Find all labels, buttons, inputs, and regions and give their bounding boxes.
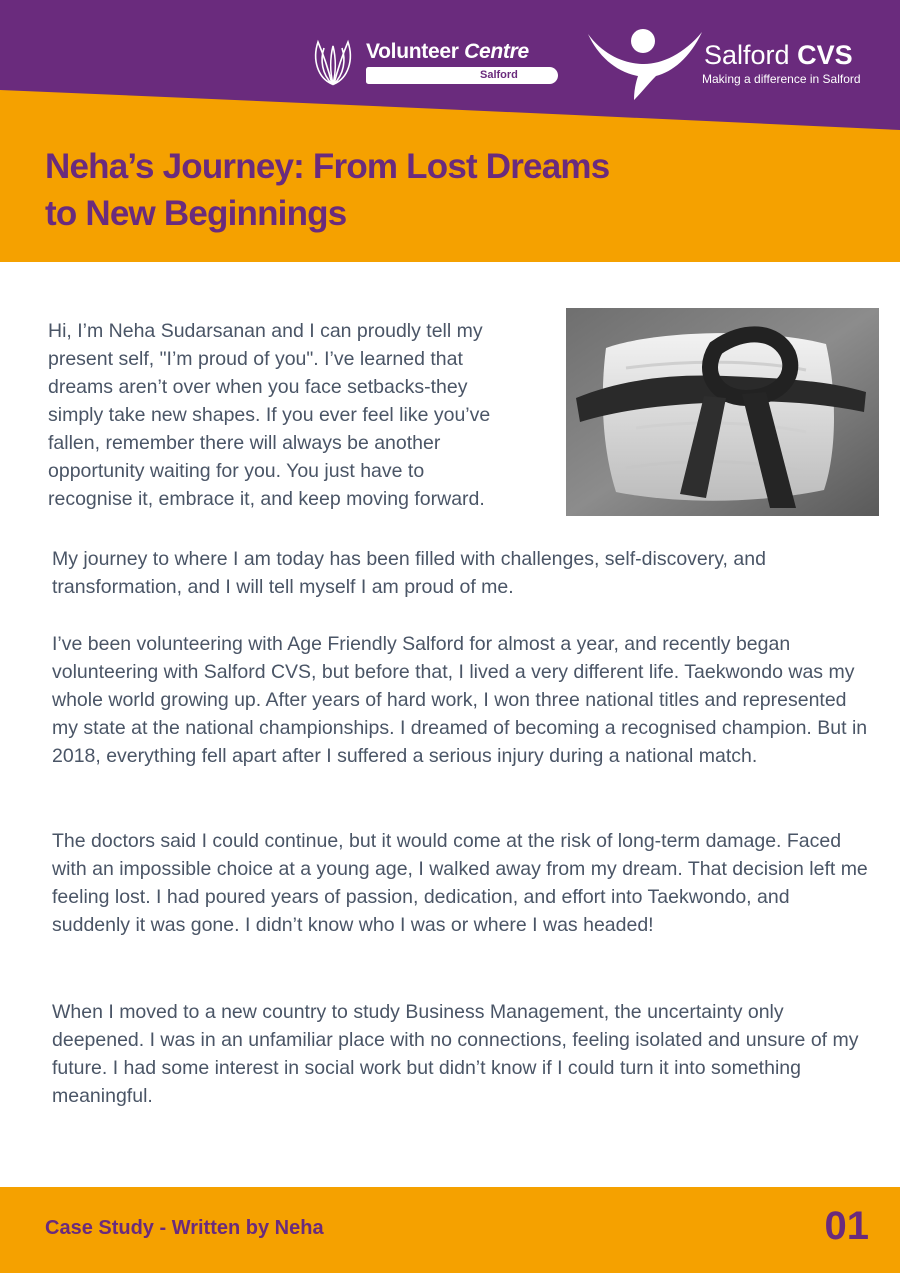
page-number: 01 xyxy=(824,1204,869,1248)
intro-line: fallen, remember there will always be another xyxy=(48,432,441,454)
intro-line: dreams aren’t over when you face setbacks-they xyxy=(48,376,468,398)
page-title-line-2: to New Beginnings xyxy=(45,194,347,233)
volunteer-centre-subtitle: Salford xyxy=(480,69,518,81)
taekwondo-black-belt-photo xyxy=(566,308,879,516)
intro-line: recognise it, embrace it, and keep moving forward. xyxy=(48,488,485,510)
volunteer-centre-pill xyxy=(366,67,558,84)
person-figure-icon xyxy=(586,28,704,102)
intro-line: simply take new shapes. If you ever feel like you’ve xyxy=(48,404,491,426)
intro-line: present self, "I’m proud of you". I’ve learned that xyxy=(48,348,463,370)
body-paragraph: When I moved to a new country to study Business Management, the uncertainty only deepened. I was in an unfamiliar place with no connections, feeling isolated and unsure of my future. I had some interest in social work but didn’t know if I could turn it into something meaningful. xyxy=(52,1001,859,1107)
volunteer-centre-wordmark: Volunteer Centre xyxy=(366,40,529,63)
footer-bar xyxy=(0,1187,900,1273)
intro-line: opportunity waiting for you. You just have to xyxy=(48,460,425,482)
intro-line: Hi, I’m Neha Sudarsanan and I can proudly tell my xyxy=(48,320,483,342)
salford-cvs-tagline: Making a difference in Salford xyxy=(702,72,861,86)
body-paragraph: My journey to where I am today has been filled with challenges, self-discovery, and transformation, and I will tell myself I am proud of me. xyxy=(52,548,766,598)
leaves-icon xyxy=(310,38,356,86)
body-paragraph: The doctors said I could continue, but it would come at the risk of long-term damage. Faced with an impossible choice at a young age, I walked away from my dream. That decision left me feeling lost. I had poured years of passion, dedication, and effort into Taekwondo, and suddenly it was gone. I didn’t know who I was or where I was headed! xyxy=(52,830,868,936)
page-title-line-1: Neha’s Journey: From Lost Dreams xyxy=(45,147,610,186)
salford-cvs-logo xyxy=(586,28,886,102)
footer-label: Case Study - Written by Neha xyxy=(45,1217,324,1239)
body-paragraph: I’ve been volunteering with Age Friendly Salford for almost a year, and recently began volunteering with Salford CVS, but before that, I lived a very different life. Taekwondo was my whole world growing up. After years of hard work, I won three national titles and represented my state at the national championships. I dreamed of becoming a recognised champion. But in 2018, everything fell apart after I suffered a serious injury during a national match. xyxy=(52,633,868,767)
salford-cvs-name: Salford CVS xyxy=(704,40,853,70)
volunteer-centre-logo xyxy=(310,36,570,88)
